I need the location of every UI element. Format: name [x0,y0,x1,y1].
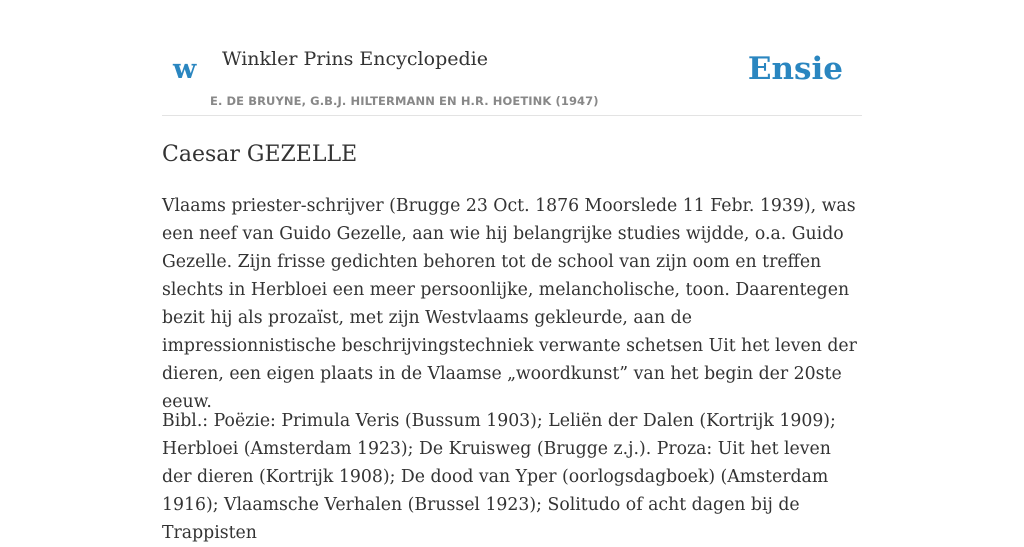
source-title[interactable]: Winkler Prins Encyclopedie [222,48,488,70]
winkler-prins-logo-icon[interactable]: w [173,54,197,85]
article-paragraph: Vlaams priester-schrijver (Brugge 23 Oct. 1876 Moorslede 11 Febr. 1939), was een neef van Guido Gezelle, aan wie hij belangrijke studies wijdde, o.a. Guido Gezelle. Zijn frisse gedichten behoren tot de school van zijn oom en treffen slechts in Herbloei een meer persoonlijke, melancholische, toon. Daarentegen bezit hij als prozaïst, met zijn Westvlaams gekleurde, aan de impressionnistische beschrijvingstechniek verwante schetsen Uit het leven der dieren, een eigen plaats in de Vlaamse „woordkunst” van het begin der 20ste eeuw. [162,196,857,412]
header-divider [162,115,862,116]
source-authors: E. DE BRUYNE, G.B.J. HILTERMANN EN H.R. HOETINK (1947) [210,94,599,108]
article-title: Caesar GEZELLE [162,142,358,167]
ensie-brand-link[interactable]: Ensie [747,51,843,87]
article-bibliography: Bibl.: Poëzie: Primula Veris (Bussum 1903); Leliën der Dalen (Kortrijk 1909); Herbloei (Amsterdam 1923); De Kruisweg (Brugge z.j.). Proza: Uit het leven der dieren (Kortrijk 1908); De dood van Yper (oorlogsdagboek) (Amsterdam 1916); Vlaamsche Verhalen (Brussel 1923); Solitudo of acht dagen bij de Trappisten [162,411,836,543]
